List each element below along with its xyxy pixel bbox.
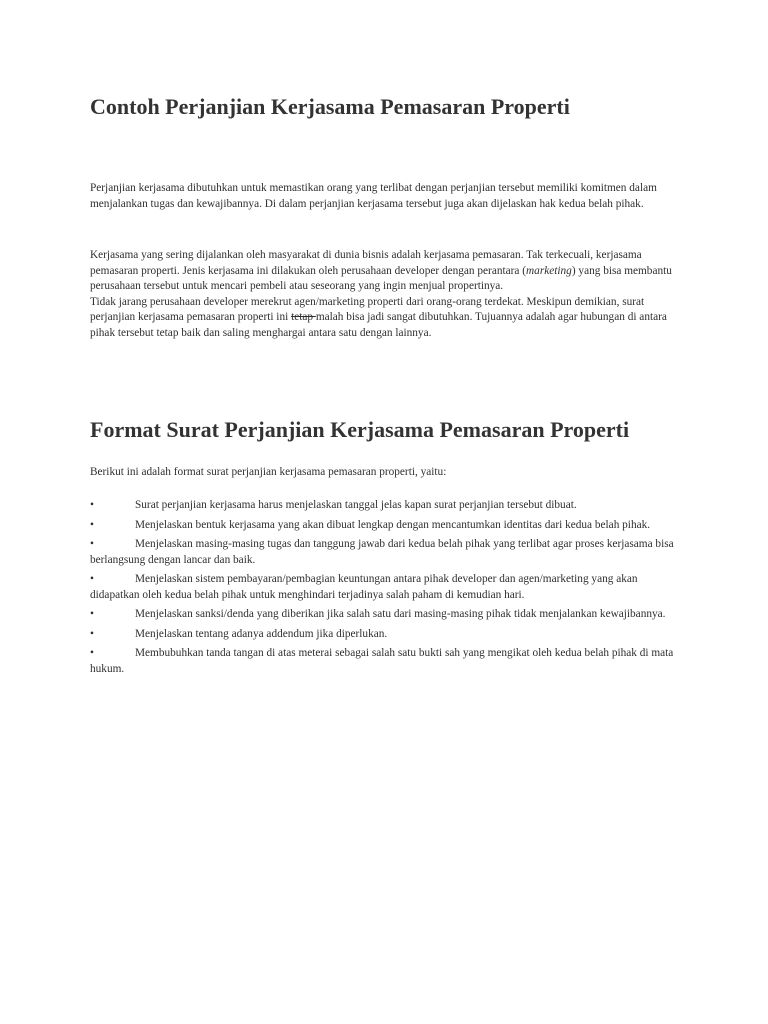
bullet-icon: • [90,608,94,620]
bullet-icon: • [90,499,94,511]
bullet-icon: • [90,627,94,640]
section-heading: Format Surat Perjanjian Kerjasama Pemasaran Properti [90,417,630,442]
bullet-icon: • [90,647,94,659]
list-item-text: Menjelaskan masing-masing tugas dan tanggung jawab dari kedua belah pihak yang terlibat agar proses kerjasama bisa berlangsung dengan lancar dan baik. [90,538,674,566]
list-item [90,572,680,603]
format-list [90,498,680,681]
body-text-part4: malah bisa jadi sangat dibutuhkan. Tujuannya adalah agar hubungan di antara pihak tersebut tetap baik dan saling menghargai antara satu dengan lainnya. [90,311,667,339]
list-item [90,607,680,623]
body-paragraph [90,248,675,341]
list-item [90,518,680,534]
list-item-text: Membubuhkan tanda tangan di atas meterai sebagai salah satu bukti sah yang mengikat oleh kedua belah pihak di mata hukum. [90,647,674,675]
bullet-icon: • [90,573,94,585]
list-item-text: Menjelaskan bentuk kerjasama yang akan dibuat lengkap dengan mencantumkan identitas dari kedua belah pihak. [135,518,651,531]
struck-word: tetap [291,311,316,323]
list-item [90,646,680,677]
list-item [90,627,680,643]
list-item-text: Menjelaskan sanksi/denda yang diberikan jika salah satu dari masing-masing pihak tidak menjalankan kewajibannya. [135,608,666,620]
list-item-text: Menjelaskan tentang adanya addendum jika diperlukan. [135,627,388,640]
italic-term: marketing [526,264,572,277]
bullet-icon: • [90,518,94,531]
body-text-part2: ) yang bisa membantu perusahaan tersebut untuk mencari pembeli atau seseorang yang ingin menjual propertinya. [90,264,672,292]
page-title: Contoh Perjanjian Kerjasama Pemasaran Properti [90,94,570,119]
intro-paragraph: Perjanjian kerjasama dibutuhkan untuk memastikan orang yang terlibat dengan perjanjian tersebut memiliki komitmen dalam menjalankan tugas dan kewajibannya. Di dalam perjanjian kerjasama tersebut juga akan dijelaskan hak kedua belah pihak. [90,182,657,210]
list-item-text: Menjelaskan sistem pembayaran/pembagian keuntungan antara pihak developer dan agen/marketing yang akan didapatkan oleh kedua belah pihak untuk menghindari terjadinya salah paham di kemudian hari. [90,573,638,601]
bullet-icon: • [90,538,94,550]
list-item [90,498,680,514]
list-item-text: Surat perjanjian kerjasama harus menjelaskan tanggal jelas kapan surat perjanjian tersebut dibuat. [135,499,577,511]
list-intro: Berikut ini adalah format surat perjanjian kerjasama pemasaran properti, yaitu: [90,466,447,478]
body-text-part3: Tidak jarang perusahaan developer merekrut agen/marketing properti dari orang-orang terdekat. Meskipun demikian, surat perjanjian kerjasama pemasaran properti ini [90,295,645,323]
body-text-part1: Kerjasama yang sering dijalankan oleh masyarakat di dunia bisnis adalah kerjasama pemasaran. Tak terkecuali, kerjasama pemasaran properti. Jenis kerjasama ini dilakukan oleh perusahaan developer dengan perantara ( [90,249,642,277]
list-item [90,537,680,568]
